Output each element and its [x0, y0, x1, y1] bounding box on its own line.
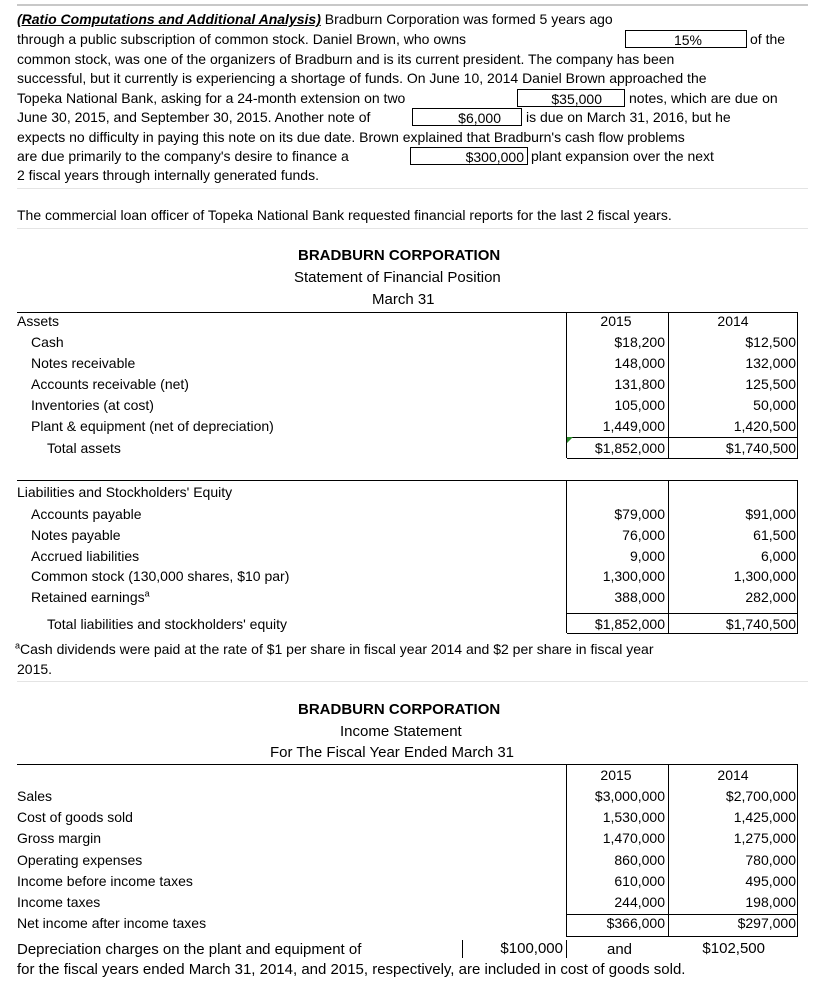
expansion-amount-cell[interactable]: $300,000 [410, 147, 528, 165]
sfp-title: Statement of Financial Position [294, 269, 501, 286]
intro-line-8: are due primarily to the company's desire to finance a [17, 148, 349, 164]
asset-row-value-2015[interactable]: 1,449,000 [602, 418, 665, 434]
liab-row-value-2014[interactable]: $91,000 [745, 506, 796, 522]
is-row-label: Cost of goods sold [17, 809, 133, 826]
dep-line-2: for the fiscal years ended March 31, 2014, and 2015, respectively, are included in cost of goods sold. [17, 961, 686, 978]
total-assets-2014[interactable]: $1,740,500 [725, 440, 796, 456]
asset-row-value-2014[interactable]: 1,420,500 [733, 418, 796, 434]
total-liab-label: Total liabilities and stockholders' equity [47, 616, 288, 632]
footnote-line-2: 2015. [17, 661, 53, 677]
liab-row-label: Notes payable [31, 526, 121, 543]
liab-row-value-2015[interactable]: 9,000 [629, 547, 665, 564]
is-row-label: Operating expenses [17, 851, 143, 868]
notes-amount-cell[interactable]: $35,000 [517, 89, 625, 107]
liab-row-label: Accounts payable [31, 506, 142, 522]
is-row-value-2014[interactable]: $2,700,000 [725, 788, 796, 804]
total-liab-2014[interactable]: $1,740,500 [725, 616, 796, 632]
dep-line-1: Depreciation charges on the plant and equipment of [17, 941, 362, 958]
liab-top-rule [17, 480, 798, 481]
intro-line-2-end: of the [750, 31, 786, 47]
is-row-value-2014[interactable]: 1,425,000 [733, 809, 796, 826]
is-row-label: Income before income taxes [17, 872, 193, 889]
another-note-cell[interactable]: $6,000 [412, 108, 522, 126]
intro-line-2: through a public subscription of common stock. Daniel Brown, who owns [17, 31, 466, 47]
problem-heading: (Ratio Computations and Additional Analysis) [17, 11, 321, 27]
asset-row-value-2014[interactable]: $12,500 [745, 334, 796, 350]
liab-row-value-2014[interactable]: 282,000 [745, 589, 796, 606]
ownership-pct-cell[interactable]: 15% [625, 30, 747, 48]
sfp-date: March 31 [372, 291, 435, 308]
is-row-value-2014[interactable]: 780,000 [745, 851, 796, 868]
intro-line-8-end: plant expansion over the next [531, 148, 714, 164]
intro-line-6-end: is due on March 31, 2016, but he [526, 109, 731, 125]
asset-row-value-2015[interactable]: $18,200 [614, 334, 665, 350]
liab-col-line-2 [668, 480, 669, 633]
intro-line-3: common stock, was one of the organizers of Bradburn and is its current president. The company has been [17, 51, 675, 67]
is-company: BRADBURN CORPORATION [298, 701, 501, 718]
is-row-value-2015[interactable]: 860,000 [614, 851, 665, 868]
liab-row-value-2014[interactable]: 6,000 [760, 547, 796, 564]
is-col-2014: 2014 [717, 767, 749, 783]
asset-row-value-2014[interactable]: 132,000 [745, 355, 796, 371]
intro-line-9: 2 fiscal years through internally generated funds. [17, 167, 319, 183]
liab-row-value-2015[interactable]: 1,300,000 [602, 568, 665, 585]
is-title: Income Statement [340, 723, 462, 740]
intro-line-1 [17, 10, 613, 28]
liab-row-value-2014[interactable]: 61,500 [753, 526, 796, 543]
is-row-label: Income taxes [17, 894, 101, 910]
total-liab-2015[interactable]: $1,852,000 [594, 616, 665, 632]
is-row-label: Sales [17, 788, 53, 804]
liab-row-label: Common stock (130,000 shares, $10 par) [31, 568, 290, 585]
is-col-2015: 2015 [600, 767, 632, 783]
liab-label: Liabilities and Stockholders' Equity [17, 484, 233, 500]
total-assets-2015[interactable]: $1,852,000 [594, 440, 665, 456]
asset-row-label: Inventories (at cost) [31, 397, 154, 413]
intro-line-1-text: Bradburn Corporation was formed 5 years ago [320, 11, 613, 27]
dep-2014-cell[interactable]: $100,000 [462, 940, 567, 958]
is-row-value-2015[interactable]: 1,470,000 [602, 830, 665, 847]
asset-row-value-2015[interactable]: 131,800 [614, 376, 665, 392]
asset-row-value-2015[interactable]: 105,000 [614, 397, 665, 413]
intro-line-4: successful, but it currently is experiencing a shortage of funds. On June 10, 2014 Daniel Brown approached the [17, 70, 707, 86]
assets-label: Assets [17, 313, 60, 329]
is-row-label: Net income after income taxes [17, 915, 207, 932]
is-period: For The Fiscal Year Ended March 31 [270, 744, 515, 761]
liab-row-value-2015[interactable]: 388,000 [614, 589, 665, 606]
is-row-value-2014[interactable]: 1,275,000 [733, 830, 796, 847]
liab-bottom-rule [567, 633, 798, 634]
liab-row-label: Accrued liabilities [31, 547, 140, 564]
is-row-value-2015[interactable]: 610,000 [614, 872, 665, 889]
intro-line-5-end: notes, which are due on [629, 90, 778, 106]
liab-col-line-3 [797, 480, 798, 633]
liab-row-label: Retained earnings$^a$ [31, 588, 150, 606]
is-row-value-2015[interactable]: 244,000 [614, 894, 665, 910]
is-col-line-3 [797, 764, 798, 937]
asset-row-label: Plant & equipment (net of depreciation) [31, 418, 274, 434]
is-row-value-2015[interactable]: $3,000,000 [594, 788, 665, 804]
sfp-company: BRADBURN CORPORATION [298, 247, 501, 264]
asset-row-value-2014[interactable]: 125,500 [745, 376, 796, 392]
request-line: The commercial loan officer of Topeka National Bank requested financial reports for the last 2 fiscal years. [17, 207, 672, 223]
is-row-value-2015[interactable]: $366,000 [606, 915, 665, 932]
asset-row-value-2015[interactable]: 148,000 [614, 355, 665, 371]
footnote-mark: a [15, 640, 21, 651]
total-assets-label: Total assets [47, 440, 121, 456]
sfp-assets-bottom-rule [567, 458, 798, 459]
is-row-value-2015[interactable]: 1,530,000 [602, 809, 665, 826]
sfp-col-2014: 2014 [717, 313, 749, 329]
grid-rule-3 [17, 681, 808, 682]
is-bottom-rule [567, 936, 798, 937]
liab-row-value-2015[interactable]: $79,000 [614, 506, 665, 522]
is-row-value-2014[interactable]: $297,000 [737, 915, 796, 932]
is-row-value-2014[interactable]: 495,000 [745, 872, 796, 889]
liab-row-value-2015[interactable]: 76,000 [622, 526, 665, 543]
footnote-text: Cash dividends were paid at the rate of $1 per share in fiscal year 2014 and $2 per share in fiscal year [20, 641, 654, 657]
sfp-col-2015: 2015 [600, 313, 632, 329]
is-row-value-2014[interactable]: 198,000 [745, 894, 796, 910]
retained-earnings-footnote-mark: a [144, 588, 150, 599]
asset-row-label: Accounts receivable (net) [31, 376, 189, 392]
dep-2015-cell[interactable]: $102,500 [702, 940, 765, 957]
liab-total-rule [567, 613, 798, 614]
intro-line-6: June 30, 2015, and September 30, 2015. Another note of [17, 109, 371, 125]
asset-row-label: Notes receivable [31, 355, 136, 371]
intro-line-7: expects no difficulty in paying this note on its due date. Brown explained that Bradburn's cash flow problems [17, 129, 685, 145]
grid-rule-1 [17, 188, 808, 189]
grid-rule-2 [17, 228, 808, 229]
top-rule [17, 4, 808, 6]
asset-row-value-2014[interactable]: 50,000 [753, 397, 796, 413]
is-col-line-2 [668, 764, 669, 937]
intro-line-5: Topeka National Bank, asking for a 24-month extension on two [17, 90, 406, 106]
liab-row-value-2014[interactable]: 1,300,000 [733, 568, 796, 585]
is-row-label: Gross margin [17, 830, 102, 847]
footnote-line-1 [15, 640, 654, 658]
dep-and: and [607, 941, 633, 958]
asset-row-label: Cash [31, 334, 64, 350]
